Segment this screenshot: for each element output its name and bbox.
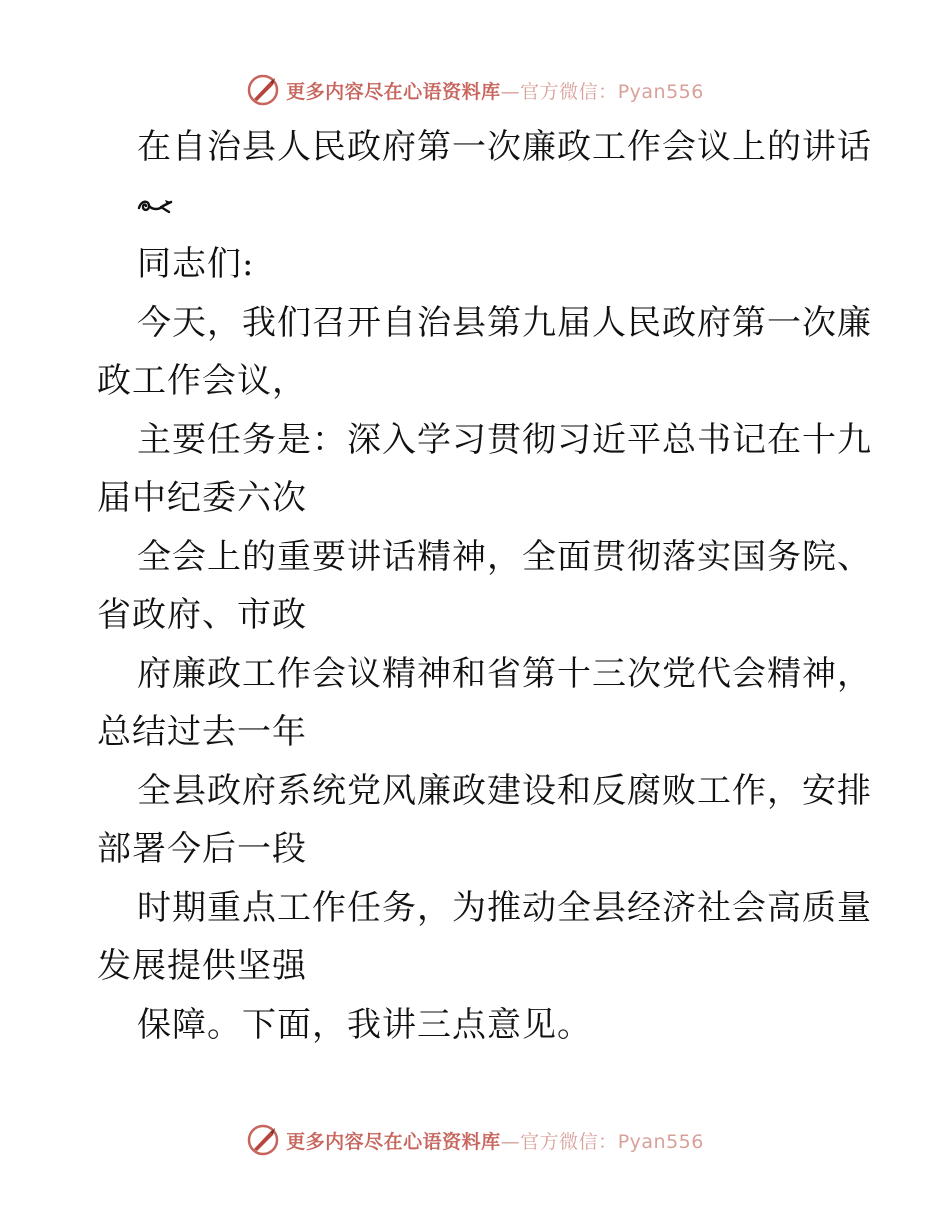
banner-text <box>286 77 704 104</box>
banner-wechat-id: Pyan556 <box>617 1130 704 1153</box>
banner-main-text: 更多内容尽在心语资料库 <box>286 80 501 103</box>
paragraph-line: 政工作会议， <box>97 361 307 401</box>
document-title: 在自治县人民政府第一次廉政工作会议上的讲话 <box>137 127 872 167</box>
banner-main-text: 更多内容尽在心语资料库 <box>286 1130 501 1153</box>
quill-logo-icon <box>246 1123 280 1157</box>
paragraph-line: 保障。下面，我讲三点意见。 <box>137 1004 592 1045</box>
banner-text <box>286 1127 704 1154</box>
banner-wechat-id: Pyan556 <box>617 80 704 103</box>
paragraph-line: 全县政府系统党风廉政建设和反腐败工作，安排 <box>137 770 872 811</box>
paragraph-line: 今天，我们召开自治县第九届人民政府第一次廉 <box>137 302 872 343</box>
banner-dash: — <box>500 80 521 103</box>
quill-logo-icon <box>246 73 280 107</box>
paragraph-line: 部署今后一段 <box>97 829 307 869</box>
salutation: 同志们: <box>137 244 255 284</box>
paragraph-line: 届中纪委六次 <box>97 478 307 518</box>
document-body <box>97 118 872 1054</box>
paragraph-line: 全会上的重要讲话精神，全面贯彻落实国务院、 <box>137 536 872 577</box>
banner-wechat-label: 官方微信： <box>520 80 618 103</box>
paragraph-line: 发展提供坚强 <box>97 946 307 986</box>
fleuron-icon <box>137 194 173 218</box>
paragraph-line: 总结过去一年 <box>97 712 307 752</box>
banner-wechat-label: 官方微信： <box>520 1130 618 1153</box>
paragraph-line: 主要任务是：深入学习贯彻习近平总书记在十九 <box>137 419 872 460</box>
header-banner <box>0 70 950 110</box>
banner-dash: — <box>500 1130 521 1153</box>
paragraph-line: 省政府、市政 <box>97 595 307 635</box>
paragraph-line: 府廉政工作会议精神和省第十三次党代会精神， <box>137 653 872 694</box>
paragraph-line: 时期重点工作任务，为推动全县经济社会高质量 <box>137 887 872 928</box>
ornament-row <box>97 177 857 236</box>
footer-banner <box>0 1120 950 1160</box>
